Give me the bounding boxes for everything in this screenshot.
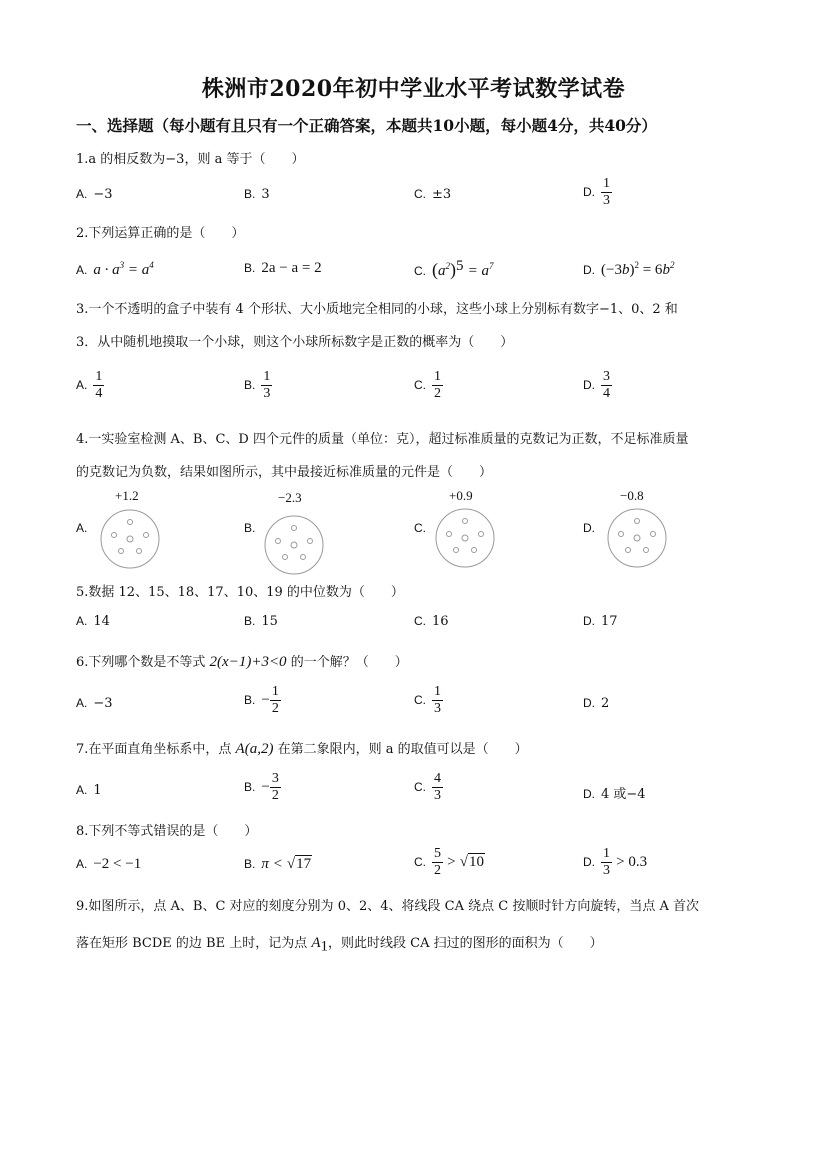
q4-option-b-letter: B. <box>244 521 256 535</box>
question-2: 2.下列运算正确的是（ ） <box>76 226 245 241</box>
question-4-line2: 的克数记为负数，结果如图所示，其中最接近标准质量的元件是（ ） <box>76 465 493 480</box>
question-3-line1: 3.一个不透明的盒子中装有 4 个形状、大小质地完全相同的小球，这些小球上分别标有数字−1、0、2 和 <box>76 302 678 317</box>
q1-option-d: D. $\frac{1}{3}$ <box>583 176 610 208</box>
section-heading: 一、选择题（每小题有且只有一个正确答案，本题共10小题，每小题4分，共40分） <box>76 116 657 135</box>
question-9-line1: 9.如图所示，点 A、B、C 对应的刻度分别为 0、2、4、将线段 CA 绕点 C 按顺时针方向旋转，当点 A 首次 <box>76 899 699 914</box>
q1-option-a: A. −3 <box>76 187 113 202</box>
q1-option-c: C. ±3 <box>414 187 452 202</box>
q1-option-b: B. 3 <box>244 187 270 202</box>
component-d-icon <box>606 507 668 569</box>
question-4-line1: 4.一实验室检测 A、B、C、D 四个元件的质量（单位：克），超过标准质量的克数记为正数，不足标准质量 <box>76 432 689 447</box>
q2-option-a: A. $a \cdot a^3 = a^4$ <box>76 260 154 278</box>
q4-label-b: −2.3 <box>278 490 302 505</box>
q6-option-d: D. 2 <box>583 696 610 711</box>
component-b-icon <box>263 514 325 576</box>
q8-option-c: C. $\frac{5}{2}$ > √10 <box>414 846 484 878</box>
question-9-line2: 落在矩形 BCDE 的边 BE 上时，记为点 $A_1$，则此时线段 CA 扫过的图形的面积为（ ） <box>76 935 603 955</box>
question-3-line2: 3．从中随机地摸取一个小球，则这个小球所标数字是正数的概率为（ ） <box>76 335 514 350</box>
question-1: 1.a 的相反数为−3，则 a 等于（ ） <box>76 152 305 167</box>
q5-option-c: C. 16 <box>414 614 449 629</box>
q3-option-d: D. $\frac{3}{4}$ <box>583 369 610 401</box>
question-6: 6.下列哪个数是不等式 2(x−1)+3<0 的一个解？（ ） <box>76 654 408 670</box>
question-7: 7.在平面直角坐标系中，点 A(a,2) 在第二象限内，则 a 的取值可以是（ ） <box>76 741 528 757</box>
component-a-icon <box>99 508 161 570</box>
q3-option-c: C. $\frac{1}{2}$ <box>414 369 441 401</box>
page-title: 株洲市2020年初中学业水平考试数学试卷 <box>201 76 626 102</box>
q5-option-a: A. 14 <box>76 614 110 629</box>
q6-option-c: C. $\frac{1}{3}$ <box>414 684 441 716</box>
q5-option-b: B. 15 <box>244 614 278 629</box>
q5-option-d: D. 17 <box>583 614 618 629</box>
q4-option-a-letter: A. <box>76 521 88 535</box>
q6-option-b: B. − $\frac{1}{2}$ <box>244 684 279 716</box>
question-8: 8.下列不等式错误的是（ ） <box>76 824 258 839</box>
q6-option-a: A. −3 <box>76 696 113 711</box>
q7-option-d: D. 4 或−4 <box>583 787 646 802</box>
q7-option-b: B. − $\frac{3}{2}$ <box>244 771 279 803</box>
q4-option-c-letter: C. <box>414 521 426 535</box>
q8-option-a: A. −2 < −1 <box>76 856 142 872</box>
q4-label-d: −0.8 <box>620 488 644 503</box>
q3-option-a: A. $\frac{1}{4}$ <box>76 369 103 401</box>
component-c-icon <box>434 507 496 569</box>
q7-option-a: A. 1 <box>76 783 102 798</box>
q4-option-d-letter: D. <box>583 521 595 535</box>
question-5: 5.数据 12、15、18、17、10、19 的中位数为（ ） <box>76 585 404 600</box>
q8-option-b: B. π < √17 <box>244 856 312 872</box>
q2-option-c: C. $(a^2)^5 = a^7$ <box>414 258 494 280</box>
q4-label-c: +0.9 <box>449 488 473 503</box>
q4-label-a: +1.2 <box>115 488 139 503</box>
q2-option-d: D. $(-3b)^2 = 6b^2$ <box>583 260 675 278</box>
q8-option-d: D. $\frac{1}{3}$ > 0.3 <box>583 846 648 878</box>
q7-option-c: C. $\frac{4}{3}$ <box>414 771 441 803</box>
q3-option-b: B. $\frac{1}{3}$ <box>244 369 271 401</box>
q2-option-b: B. 2a − a = 2 <box>244 260 322 276</box>
